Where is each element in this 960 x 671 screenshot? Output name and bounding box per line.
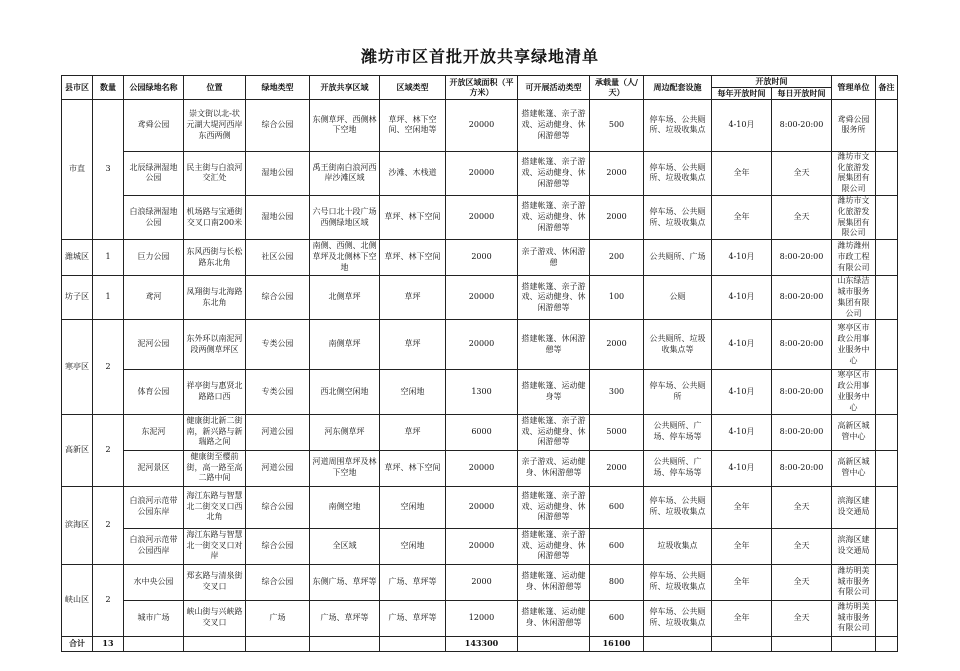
manager-cell: 高新区城管中心: [832, 414, 876, 450]
area-size-cell: 20000: [446, 151, 518, 195]
total-empty-cell: [712, 636, 772, 651]
activities-cell: 搭建帐篷、运动健身等: [518, 370, 590, 414]
annual-time-cell: 4-10月: [712, 450, 772, 486]
capacity-cell: 2000: [590, 151, 644, 195]
manager-cell: 潍坊明美城市服务有限公司: [832, 564, 876, 600]
total-empty-cell: [644, 636, 712, 651]
table-row: [62, 151, 898, 195]
area-size-cell: 20000: [446, 99, 518, 151]
location-cell: 东外环以南泥河段两侧草坪区: [184, 320, 246, 370]
area-size-cell: 2000: [446, 564, 518, 600]
open-area-cell: 禹王街南白浪河西岸沙滩区域: [310, 151, 380, 195]
green-type-cell: 综合公园: [246, 564, 310, 600]
capacity-cell: 500: [590, 99, 644, 151]
open-area-cell: 西北侧空闲地: [310, 370, 380, 414]
capacity-cell: 100: [590, 276, 644, 320]
facilities-cell: 停车场、公共厕所、垃圾收集点: [644, 99, 712, 151]
green-type-cell: 河道公园: [246, 414, 310, 450]
header-manager: 管理单位: [832, 76, 876, 100]
facilities-cell: 停车场、公共厕所、垃圾收集点: [644, 151, 712, 195]
count-cell: 1: [93, 276, 124, 320]
daily-time-cell: 8:00-20:00: [772, 99, 832, 151]
area-size-cell: 20000: [446, 195, 518, 239]
annual-time-cell: 全年: [712, 528, 772, 564]
area-size-cell: 20000: [446, 320, 518, 370]
daily-time-cell: 8:00-20:00: [772, 276, 832, 320]
table-body: [62, 99, 898, 651]
area-size-cell: 20000: [446, 276, 518, 320]
name-cell: 巨力公园: [124, 240, 184, 276]
total-empty-cell: [832, 636, 876, 651]
capacity-cell: 5000: [590, 414, 644, 450]
annual-time-cell: 全年: [712, 600, 772, 636]
facilities-cell: 垃圾收集点: [644, 528, 712, 564]
activities-cell: 搭建帐篷、亲子游戏、运动健身、休闲游憩等: [518, 414, 590, 450]
header-capacity: 承载量（人/天）: [590, 76, 644, 100]
daily-time-cell: 全天: [772, 528, 832, 564]
facilities-cell: 停车场、公共厕所、垃圾收集点: [644, 486, 712, 528]
location-cell: 郑玄路与清泉街交叉口: [184, 564, 246, 600]
remark-cell: [876, 195, 898, 239]
manager-cell: 潍坊潍州市政工程有限公司: [832, 240, 876, 276]
remark-cell: [876, 450, 898, 486]
open-area-cell: 北侧草坪: [310, 276, 380, 320]
activities-cell: 搭建帐篷、亲子游戏、运动健身、休闲游憩等: [518, 99, 590, 151]
annual-time-cell: 全年: [712, 195, 772, 239]
area-size-cell: 12000: [446, 600, 518, 636]
open-area-cell: 全区域: [310, 528, 380, 564]
total-area-size: 143300: [446, 636, 518, 651]
annual-time-cell: 4-10月: [712, 370, 772, 414]
area-type-cell: 草坪: [380, 414, 446, 450]
table-row: [62, 370, 898, 414]
annual-time-cell: 4-10月: [712, 99, 772, 151]
location-cell: 峡山街与兴峡路交叉口: [184, 600, 246, 636]
area-type-cell: 草坪、林下空间: [380, 240, 446, 276]
table-row: [62, 320, 898, 370]
area-type-cell: 草坪: [380, 320, 446, 370]
total-label: 合计: [62, 636, 93, 651]
table-row: [62, 99, 898, 151]
location-cell: 民主街与白浪河交汇处: [184, 151, 246, 195]
table-row: [62, 600, 898, 636]
location-cell: 凤翔街与北海路东北角: [184, 276, 246, 320]
table-row: [62, 195, 898, 239]
remark-cell: [876, 486, 898, 528]
manager-cell: 鸢舜公园服务所: [832, 99, 876, 151]
area-size-cell: 20000: [446, 486, 518, 528]
open-area-cell: 南侧空地: [310, 486, 380, 528]
capacity-cell: 800: [590, 564, 644, 600]
area-type-cell: 沙滩、木栈道: [380, 151, 446, 195]
area-type-cell: 空闲地: [380, 370, 446, 414]
total-empty-cell: [184, 636, 246, 651]
county-cell: 滨海区: [62, 486, 93, 564]
name-cell: 鸢舜公园: [124, 99, 184, 151]
manager-cell: 滨海区建设交通局: [832, 486, 876, 528]
location-cell: 东风西街与长松路东北角: [184, 240, 246, 276]
activities-cell: 亲子游戏、休闲游憩: [518, 240, 590, 276]
total-count: 13: [93, 636, 124, 651]
area-type-cell: 草坪: [380, 276, 446, 320]
area-type-cell: 广场、草坪等: [380, 564, 446, 600]
annual-time-cell: 全年: [712, 486, 772, 528]
manager-cell: 山东绿洁城市服务集团有限公司: [832, 276, 876, 320]
remark-cell: [876, 151, 898, 195]
manager-cell: 寒亭区市政公用事业服务中心: [832, 320, 876, 370]
area-type-cell: 草坪、林下空间、空闲地等: [380, 99, 446, 151]
facilities-cell: 停车场、公共厕所、垃圾收集点: [644, 564, 712, 600]
green-type-cell: 综合公园: [246, 276, 310, 320]
green-type-cell: 社区公园: [246, 240, 310, 276]
total-empty-cell: [876, 636, 898, 651]
county-cell: 峡山区: [62, 564, 93, 636]
manager-cell: 高新区城管中心: [832, 450, 876, 486]
area-size-cell: 2000: [446, 240, 518, 276]
annual-time-cell: 4-10月: [712, 240, 772, 276]
facilities-cell: 停车场、公共厕所、垃圾收集点: [644, 600, 712, 636]
green-type-cell: 专类公园: [246, 370, 310, 414]
manager-cell: 潍坊市文化旅游发展集团有限公司: [832, 195, 876, 239]
open-area-cell: 六号口北十段广场西侧绿地区域: [310, 195, 380, 239]
county-cell: 市直: [62, 99, 93, 239]
header-count: 数量: [93, 76, 124, 100]
activities-cell: 搭建帐篷、运动健身、休闲游憩等: [518, 600, 590, 636]
table-row: [62, 564, 898, 600]
header-location: 位置: [184, 76, 246, 100]
remark-cell: [876, 370, 898, 414]
location-cell: 海江东路与智慧北二街交叉口西北角: [184, 486, 246, 528]
table-row: [62, 450, 898, 486]
activities-cell: 搭建帐篷、亲子游戏、运动健身、休闲游憩等: [518, 276, 590, 320]
location-cell: 机场路与宝通街交叉口南200米: [184, 195, 246, 239]
name-cell: 泥河景区: [124, 450, 184, 486]
facilities-cell: 停车场、公共厕所: [644, 370, 712, 414]
capacity-cell: 2000: [590, 450, 644, 486]
facilities-cell: 停车场、公共厕所、垃圾收集点: [644, 195, 712, 239]
capacity-cell: 2000: [590, 195, 644, 239]
annual-time-cell: 4-10月: [712, 276, 772, 320]
open-area-cell: 河道周围草坪及林下空地: [310, 450, 380, 486]
location-cell: 崇文街以北-状元湖大堤河西岸东西两侧: [184, 99, 246, 151]
capacity-cell: 300: [590, 370, 644, 414]
county-cell: 寒亭区: [62, 320, 93, 414]
name-cell: 水中央公园: [124, 564, 184, 600]
name-cell: 东泥河: [124, 414, 184, 450]
table-row: [62, 240, 898, 276]
header-name: 公园绿地名称: [124, 76, 184, 100]
remark-cell: [876, 320, 898, 370]
green-type-cell: 综合公园: [246, 528, 310, 564]
total-empty-cell: [124, 636, 184, 651]
capacity-cell: 2000: [590, 320, 644, 370]
area-size-cell: 6000: [446, 414, 518, 450]
open-area-cell: 东侧草坪、西侧林下空地: [310, 99, 380, 151]
area-size-cell: 20000: [446, 528, 518, 564]
location-cell: 祥亭街与惠贤北路路口西: [184, 370, 246, 414]
annual-time-cell: 全年: [712, 151, 772, 195]
location-cell: 海江东路与智慧北一街交叉口对岸: [184, 528, 246, 564]
remark-cell: [876, 414, 898, 450]
daily-time-cell: 全天: [772, 151, 832, 195]
facilities-cell: 公共厕所、广场: [644, 240, 712, 276]
open-area-cell: 南侧草坪: [310, 320, 380, 370]
name-cell: 白浪河示范带公园西岸: [124, 528, 184, 564]
total-empty-cell: [310, 636, 380, 651]
total-empty-cell: [772, 636, 832, 651]
name-cell: 北辰绿洲湿地公园: [124, 151, 184, 195]
header-area-type: 区域类型: [380, 76, 446, 100]
location-cell: 健康街至樱前街，高一路至高二路中间: [184, 450, 246, 486]
capacity-cell: 600: [590, 600, 644, 636]
remark-cell: [876, 99, 898, 151]
table-row: [62, 528, 898, 564]
activities-cell: 搭建帐篷、亲子游戏、运动健身、休闲游憩等: [518, 528, 590, 564]
activities-cell: 搭建帐篷、休闲游憩等: [518, 320, 590, 370]
remark-cell: [876, 564, 898, 600]
daily-time-cell: 8:00-20:00: [772, 414, 832, 450]
table-row: [62, 486, 898, 528]
annual-time-cell: 4-10月: [712, 320, 772, 370]
area-type-cell: 草坪、林下空间: [380, 195, 446, 239]
manager-cell: 寒亭区市政公用事业服务中心: [832, 370, 876, 414]
open-area-cell: 河东侧草坪: [310, 414, 380, 450]
count-cell: 1: [93, 240, 124, 276]
location-cell: 健康街北新二街南，新兴路与新瑞路之间: [184, 414, 246, 450]
total-empty-cell: [518, 636, 590, 651]
page-title: 潍坊市区首批开放共享绿地清单: [360, 47, 599, 66]
area-size-cell: 20000: [446, 450, 518, 486]
area-type-cell: 空闲地: [380, 486, 446, 528]
header-open-area: 开放共享区域: [310, 76, 380, 100]
header-area-size: 开放区域面积（平方米）: [446, 76, 518, 100]
area-type-cell: 空闲地: [380, 528, 446, 564]
table-row: [62, 276, 898, 320]
name-cell: 城市广场: [124, 600, 184, 636]
activities-cell: 搭建帐篷、运动健身、休闲游憩等: [518, 564, 590, 600]
daily-time-cell: 8:00-20:00: [772, 450, 832, 486]
name-cell: 白浪绿洲湿地公园: [124, 195, 184, 239]
green-type-cell: 广场: [246, 600, 310, 636]
annual-time-cell: 全年: [712, 564, 772, 600]
manager-cell: 潍坊市文化旅游发展集团有限公司: [832, 151, 876, 195]
header-annual-time: 每年开放时间: [712, 87, 772, 99]
county-cell: 高新区: [62, 414, 93, 486]
area-type-cell: 草坪、林下空间: [380, 450, 446, 486]
area-type-cell: 广场、草坪等: [380, 600, 446, 636]
header-facilities: 周边配套设施: [644, 76, 712, 100]
count-cell: 3: [93, 99, 124, 239]
county-cell: 潍城区: [62, 240, 93, 276]
facilities-cell: 公共厕所、广场、停车场等: [644, 414, 712, 450]
county-cell: 坊子区: [62, 276, 93, 320]
name-cell: 体育公园: [124, 370, 184, 414]
total-empty-cell: [246, 636, 310, 651]
open-area-cell: 南侧、西侧、北侧草坪及北侧林下空地: [310, 240, 380, 276]
header-county: 县市区: [62, 76, 93, 100]
activities-cell: 搭建帐篷、亲子游戏、运动健身、休闲游憩等: [518, 151, 590, 195]
manager-cell: 潍坊明美城市服务有限公司: [832, 600, 876, 636]
daily-time-cell: 全天: [772, 486, 832, 528]
name-cell: 白浪河示范带公园东岸: [124, 486, 184, 528]
count-cell: 2: [93, 414, 124, 486]
facilities-cell: 公厕: [644, 276, 712, 320]
count-cell: 2: [93, 564, 124, 636]
facilities-cell: 公共厕所、广场、停车场等: [644, 450, 712, 486]
activities-cell: 亲子游戏、运动健身、休闲游憩等: [518, 450, 590, 486]
name-cell: 鸢河: [124, 276, 184, 320]
area-size-cell: 1300: [446, 370, 518, 414]
green-type-cell: 河道公园: [246, 450, 310, 486]
header-green-type: 绿地类型: [246, 76, 310, 100]
remark-cell: [876, 240, 898, 276]
green-type-cell: 专类公园: [246, 320, 310, 370]
daily-time-cell: 全天: [772, 564, 832, 600]
daily-time-cell: 8:00-20:00: [772, 320, 832, 370]
green-type-cell: 湿地公园: [246, 195, 310, 239]
remark-cell: [876, 276, 898, 320]
capacity-cell: 600: [590, 528, 644, 564]
open-area-cell: 东侧广场、草坪等: [310, 564, 380, 600]
header-activities: 可开展活动类型: [518, 76, 590, 100]
daily-time-cell: 全天: [772, 600, 832, 636]
remark-cell: [876, 528, 898, 564]
activities-cell: 搭建帐篷、亲子游戏、运动健身、休闲游憩等: [518, 486, 590, 528]
activities-cell: 搭建帐篷、亲子游戏、运动健身、休闲游憩等: [518, 195, 590, 239]
header-open-time: 开放时间: [712, 76, 832, 88]
count-cell: 2: [93, 486, 124, 564]
count-cell: 2: [93, 320, 124, 414]
green-type-cell: 湿地公园: [246, 151, 310, 195]
remark-cell: [876, 600, 898, 636]
green-type-cell: 综合公园: [246, 99, 310, 151]
facilities-cell: 公共厕所、垃圾收集点等: [644, 320, 712, 370]
table-row: [62, 414, 898, 450]
annual-time-cell: 4-10月: [712, 414, 772, 450]
total-capacity: 16100: [590, 636, 644, 651]
capacity-cell: 200: [590, 240, 644, 276]
daily-time-cell: 8:00-20:00: [772, 240, 832, 276]
daily-time-cell: 8:00-20:00: [772, 370, 832, 414]
name-cell: 泥河公园: [124, 320, 184, 370]
total-row: [62, 636, 898, 651]
green-space-table: [61, 75, 898, 652]
green-type-cell: 综合公园: [246, 486, 310, 528]
total-empty-cell: [380, 636, 446, 651]
capacity-cell: 600: [590, 486, 644, 528]
header-remark: 备注: [876, 76, 898, 100]
header-daily-time: 每日开放时间: [772, 87, 832, 99]
open-area-cell: 广场、草坪等: [310, 600, 380, 636]
daily-time-cell: 全天: [772, 195, 832, 239]
manager-cell: 滨海区建设交通局: [832, 528, 876, 564]
